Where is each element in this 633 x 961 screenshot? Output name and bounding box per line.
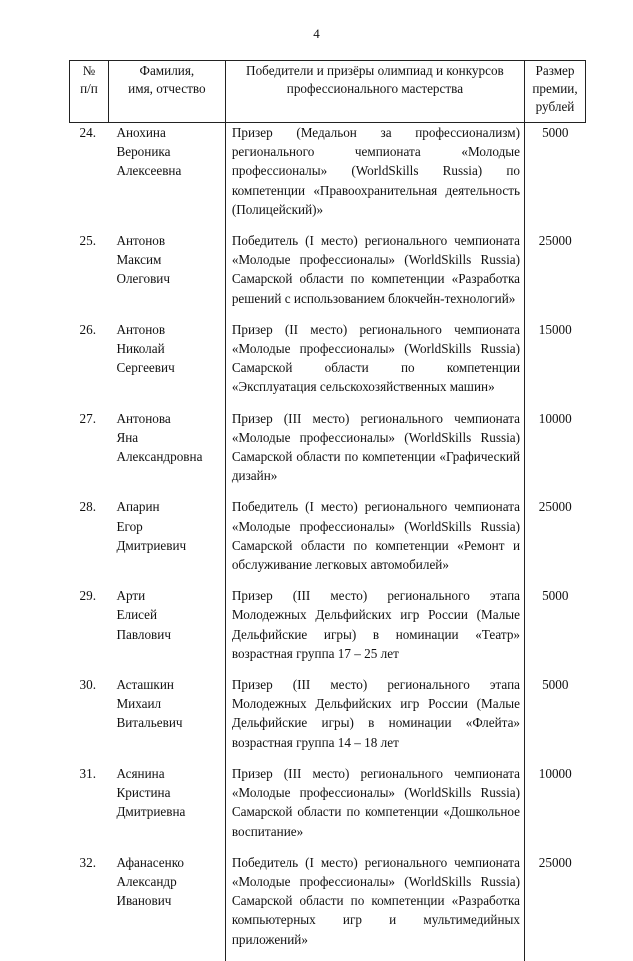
row-amount: 25000 [525,231,586,320]
row-name: Анохина Вероника Алексеевна [116,125,182,179]
row-amount: 25000 [525,497,586,586]
table-row [70,764,586,853]
header-description: Победители и призёры олимпиад и конкурсов профессионального мастерства [225,61,524,123]
row-description: Призер (III место) регионального чемпионата «Молодые профессионалы» (WorldSkills Russia) Самарской области по компетенции «Дошкольное воспитание» [225,764,524,853]
table-body [70,123,586,961]
row-number: 26. [79,321,96,337]
table-row [70,675,586,764]
header-amount: Размер премии, рублей [525,61,586,123]
row-description: Победитель (I место) регионального чемпионата «Молодые профессионалы» (WorldSkills Russia) Самарской области по компетенции «Разработка компьютерных игр и мультимедийных приложений» [225,853,524,961]
row-amount: 5000 [525,123,586,232]
row-name: Асташкин Михаил Витальевич [116,677,183,731]
row-name: Антонов Николай Сергеевич [116,321,175,376]
table-row [70,320,586,409]
row-name: Арти Елисей Павлович [116,588,171,642]
row-amount: 5000 [525,675,586,764]
row-number: 29. [79,588,96,604]
row-name: Апарин Егор Дмитриевич [116,499,187,553]
row-description: Победитель (I место) регионального чемпионата «Молодые профессионалы» (WorldSkills Russia) Самарской области по компетенции «Ремонт и обслуживание легковых автомобилей» [225,497,524,586]
table-row [70,586,586,675]
awards-table [69,60,586,961]
row-number: 31. [79,765,96,781]
table-row [70,497,586,586]
row-description: Призер (III место) регионального этапа Молодежных Дельфийских игр России (Малые Дельфийские игры) в номинации «Театр» возрастная группа 17 – 25 лет [225,586,524,675]
row-name: Антонов Максим Олегович [116,233,170,287]
row-number: 32. [79,854,96,870]
row-number: 30. [79,677,96,693]
table-row [70,231,586,320]
row-name: Афанасенко Александр Иванович [116,854,185,909]
page-number: 4 [313,26,320,41]
row-description: Призер (Медальон за профессионализм) регионального чемпионата «Молодые профессионалы» (WorldSkills Russia) по компетенции «Правоохранительная деятельность (Полицейский)» [225,123,524,232]
header-name: Фамилия, имя, отчество [108,61,225,123]
row-name: Антонова Яна Александровна [116,410,203,465]
row-number: 25. [79,233,96,249]
row-amount: 5000 [525,586,586,675]
row-amount: 15000 [525,320,586,409]
row-amount: 10000 [525,764,586,853]
row-description: Призер (II место) регионального чемпионата «Молодые профессионалы» (WorldSkills Russia) Самарской области по компетенции «Эксплуатация сельскохозяйственных машин» [225,320,524,409]
row-amount: 10000 [525,409,586,498]
table-row [70,409,586,498]
table-row [70,853,586,961]
table-header [70,61,586,123]
row-description: Призер (III место) регионального этапа Молодежных Дельфийских игр России (Малые Дельфийские игры) в номинации «Флейта» возрастная группа 14 – 18 лет [225,675,524,764]
row-number: 27. [79,410,96,426]
row-name: Асянина Кристина Дмитриевна [116,765,186,820]
row-amount: 25000 [525,853,586,961]
row-number: 28. [79,499,96,515]
table-row [70,123,586,232]
row-description: Призер (III место) регионального чемпионата «Молодые профессионалы» (WorldSkills Russia) Самарской области по компетенции «Графический дизайн» [225,409,524,498]
row-number: 24. [79,125,96,140]
header-number: № п/п [70,61,109,123]
row-description: Победитель (I место) регионального чемпионата «Молодые профессионалы» (WorldSkills Russia) Самарской области по компетенции «Разработка решений с использованием блокчейн-технологий» [225,231,524,320]
